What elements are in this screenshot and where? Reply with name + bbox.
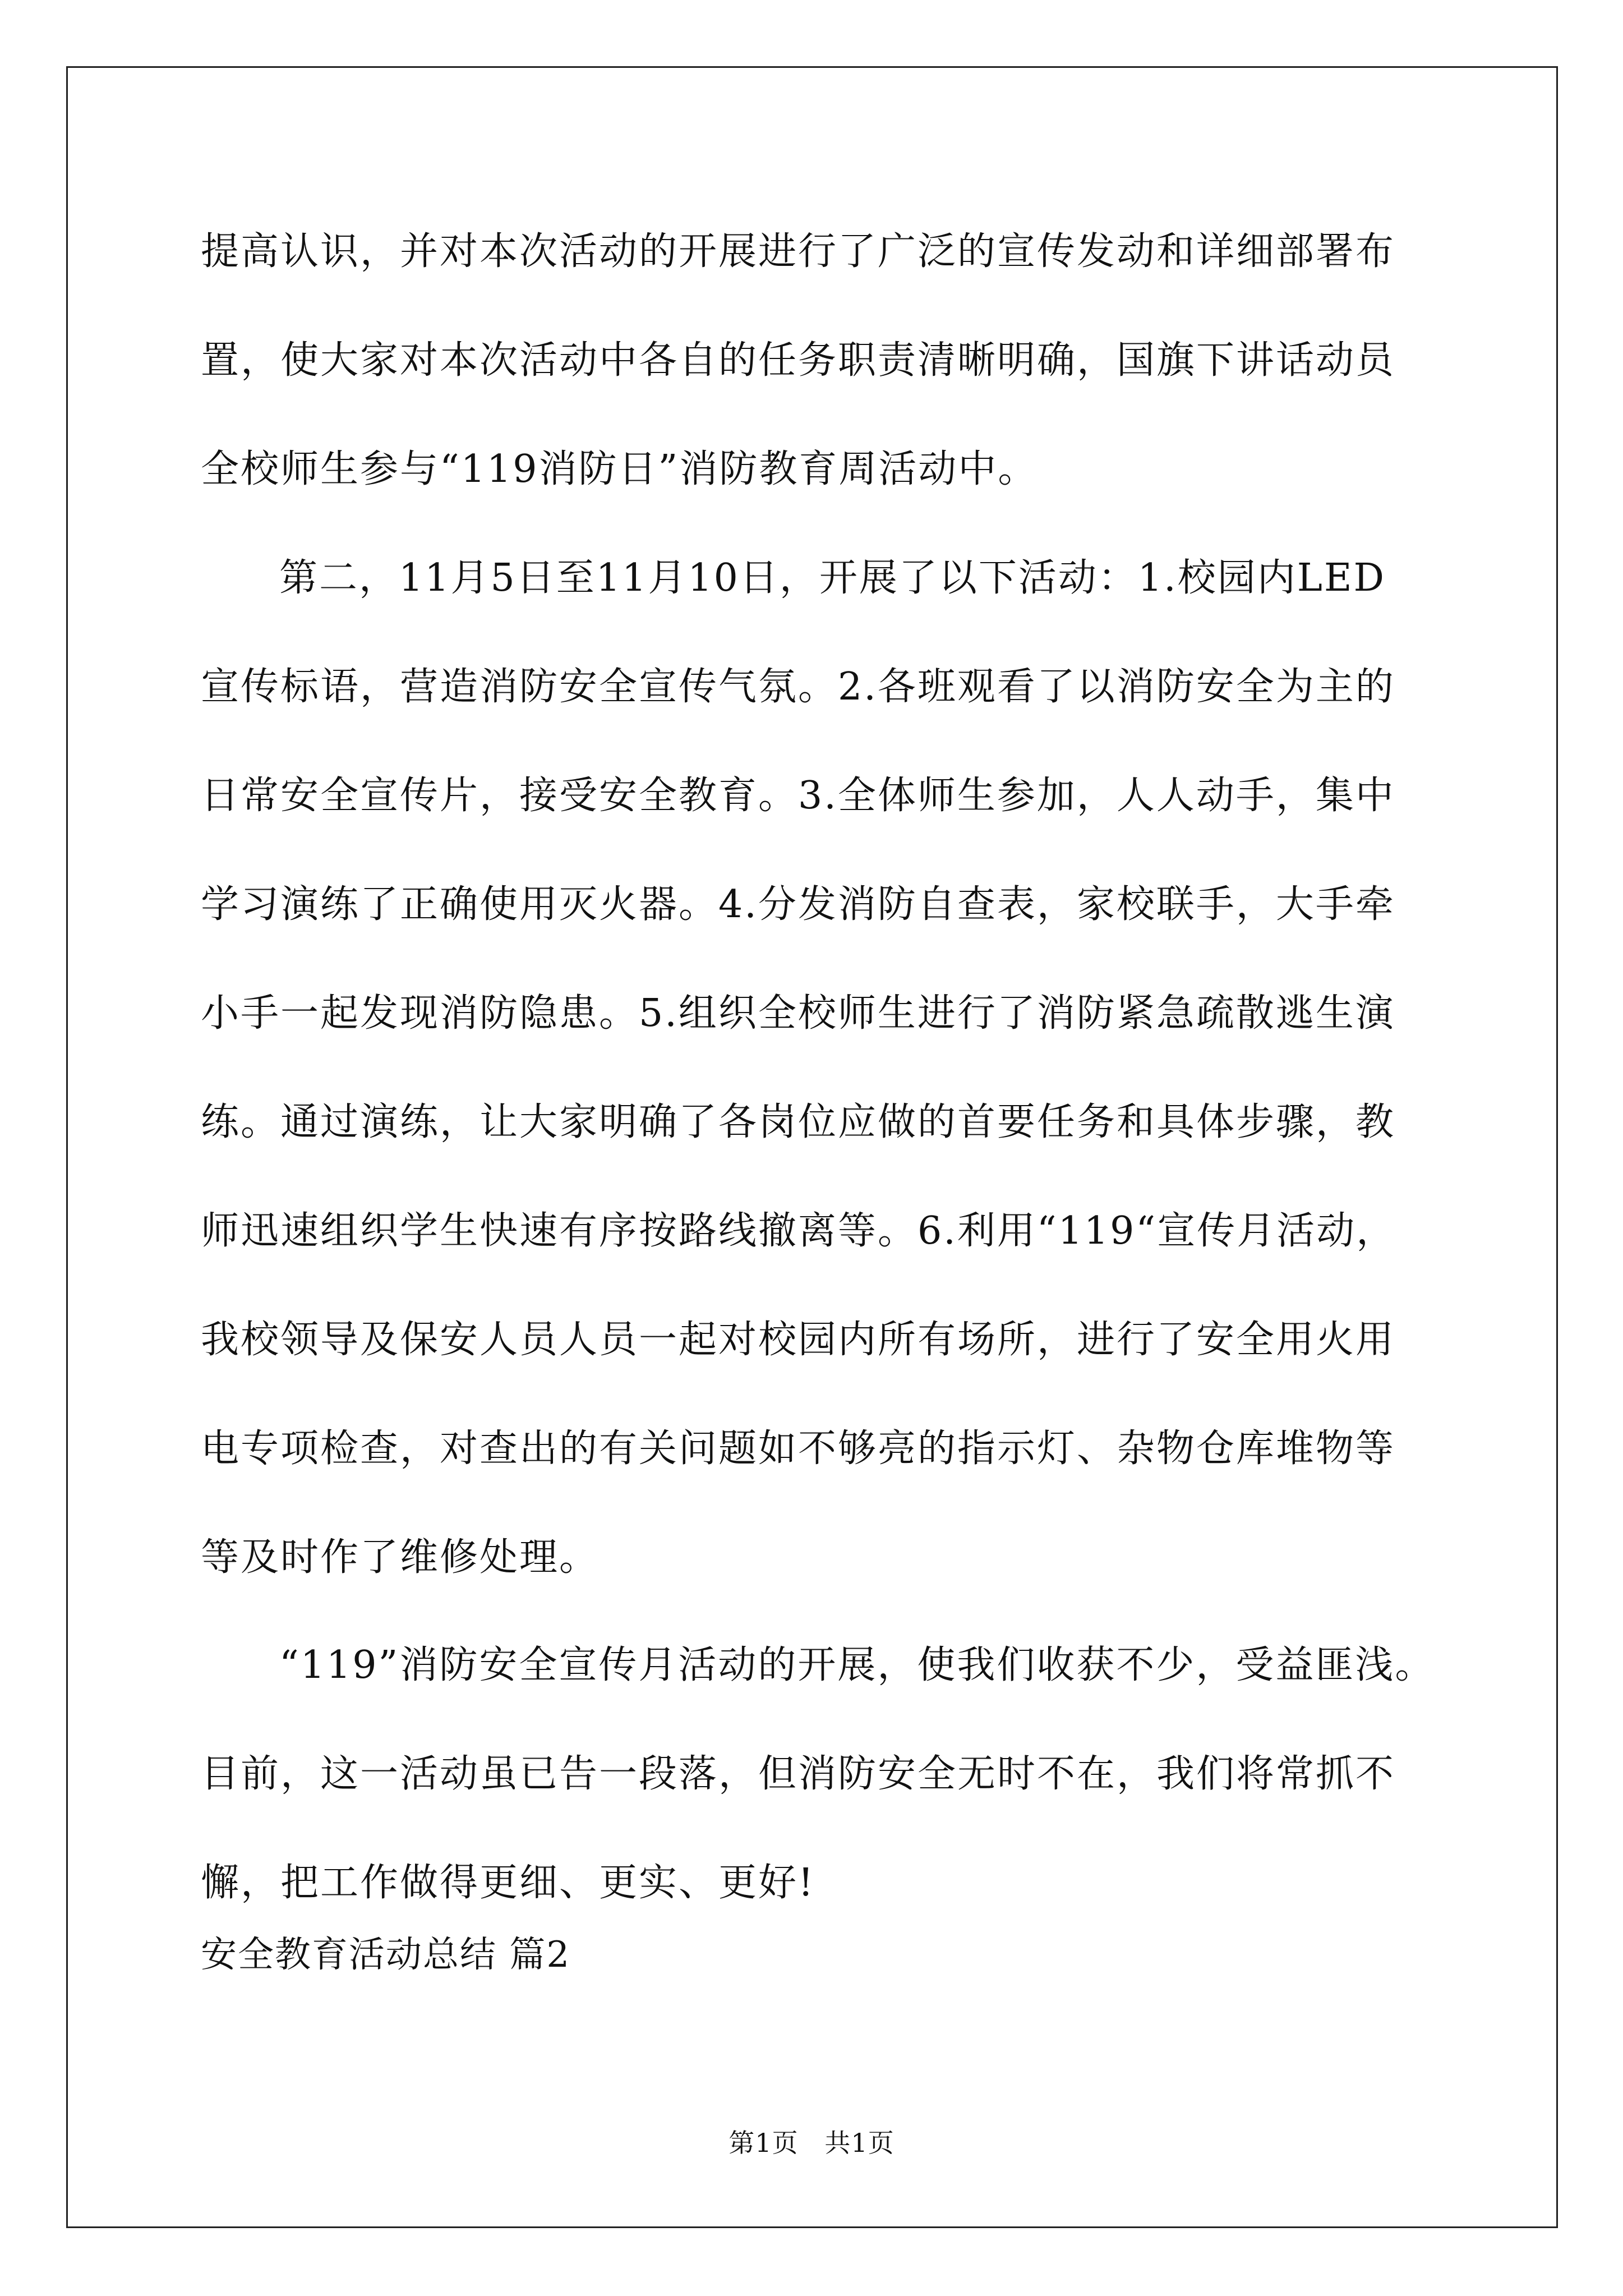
paragraph-line: 日常安全宣传片，接受安全教育。3.全体师生参加，人人动手，集中 (201, 774, 1395, 818)
paragraph-line: 第二，11月5日至11月10日，开展了以下活动：1.校园内LED (279, 556, 1386, 600)
paragraph-line: 宣传标语，营造消防安全宣传气氛。2.各班观看了以消防安全为主的 (201, 665, 1395, 709)
paragraph-line: 我校领导及保安人员人员一起对校园内所有场所，进行了安全用火用 (201, 1318, 1396, 1362)
paragraph-3 (201, 1611, 1440, 1938)
paragraph-line: 等及时作了维修处理。 (201, 1535, 600, 1580)
paragraph-line: 全校师生参与“119消防日”消防教育周活动中。 (201, 447, 1038, 491)
paragraph-1 (201, 197, 1440, 524)
paragraph-line: 目前，这一活动虽已告一段落，但消防安全无时不在，我们将常抓不 (201, 1752, 1396, 1796)
section-heading: 安全教育活动总结 篇2 (201, 1934, 571, 1976)
paragraph-line: 练。通过演练，让大家明确了各岗位应做的首要任务和具体步骤，教 (201, 1100, 1396, 1144)
paragraph-line: 小手一起发现消防隐患。5.组织全校师生进行了消防紧急疏散逃生演 (201, 991, 1395, 1036)
paragraph-line: 懈，把工作做得更细、更实、更好! (201, 1861, 815, 1905)
paragraph-line: 置，使大家对本次活动中各自的任务职责清晰明确，国旗下讲话动员 (201, 338, 1396, 383)
paragraph-line: 提高认识，并对本次活动的开展进行了广泛的宣传发动和详细部署布 (201, 229, 1396, 274)
page-footer: 第1页 共1页 (728, 2128, 895, 2158)
paragraph-line: 师迅速组织学生快速有序按路线撤离等。6.利用“119“宣传月活动， (201, 1209, 1396, 1253)
paragraph-line: 学习演练了正确使用灭火器。4.分发消防自查表，家校联手，大手牵 (201, 882, 1395, 927)
paragraph-line: “119”消防安全宣传月活动的开展，使我们收获不少，受益匪浅。 (279, 1643, 1435, 1687)
paragraph-2 (201, 524, 1440, 1612)
paragraph-line: 电专项检查，对查出的有关问题如不够亮的指示灯、杂物仓库堆物等 (201, 1427, 1396, 1471)
